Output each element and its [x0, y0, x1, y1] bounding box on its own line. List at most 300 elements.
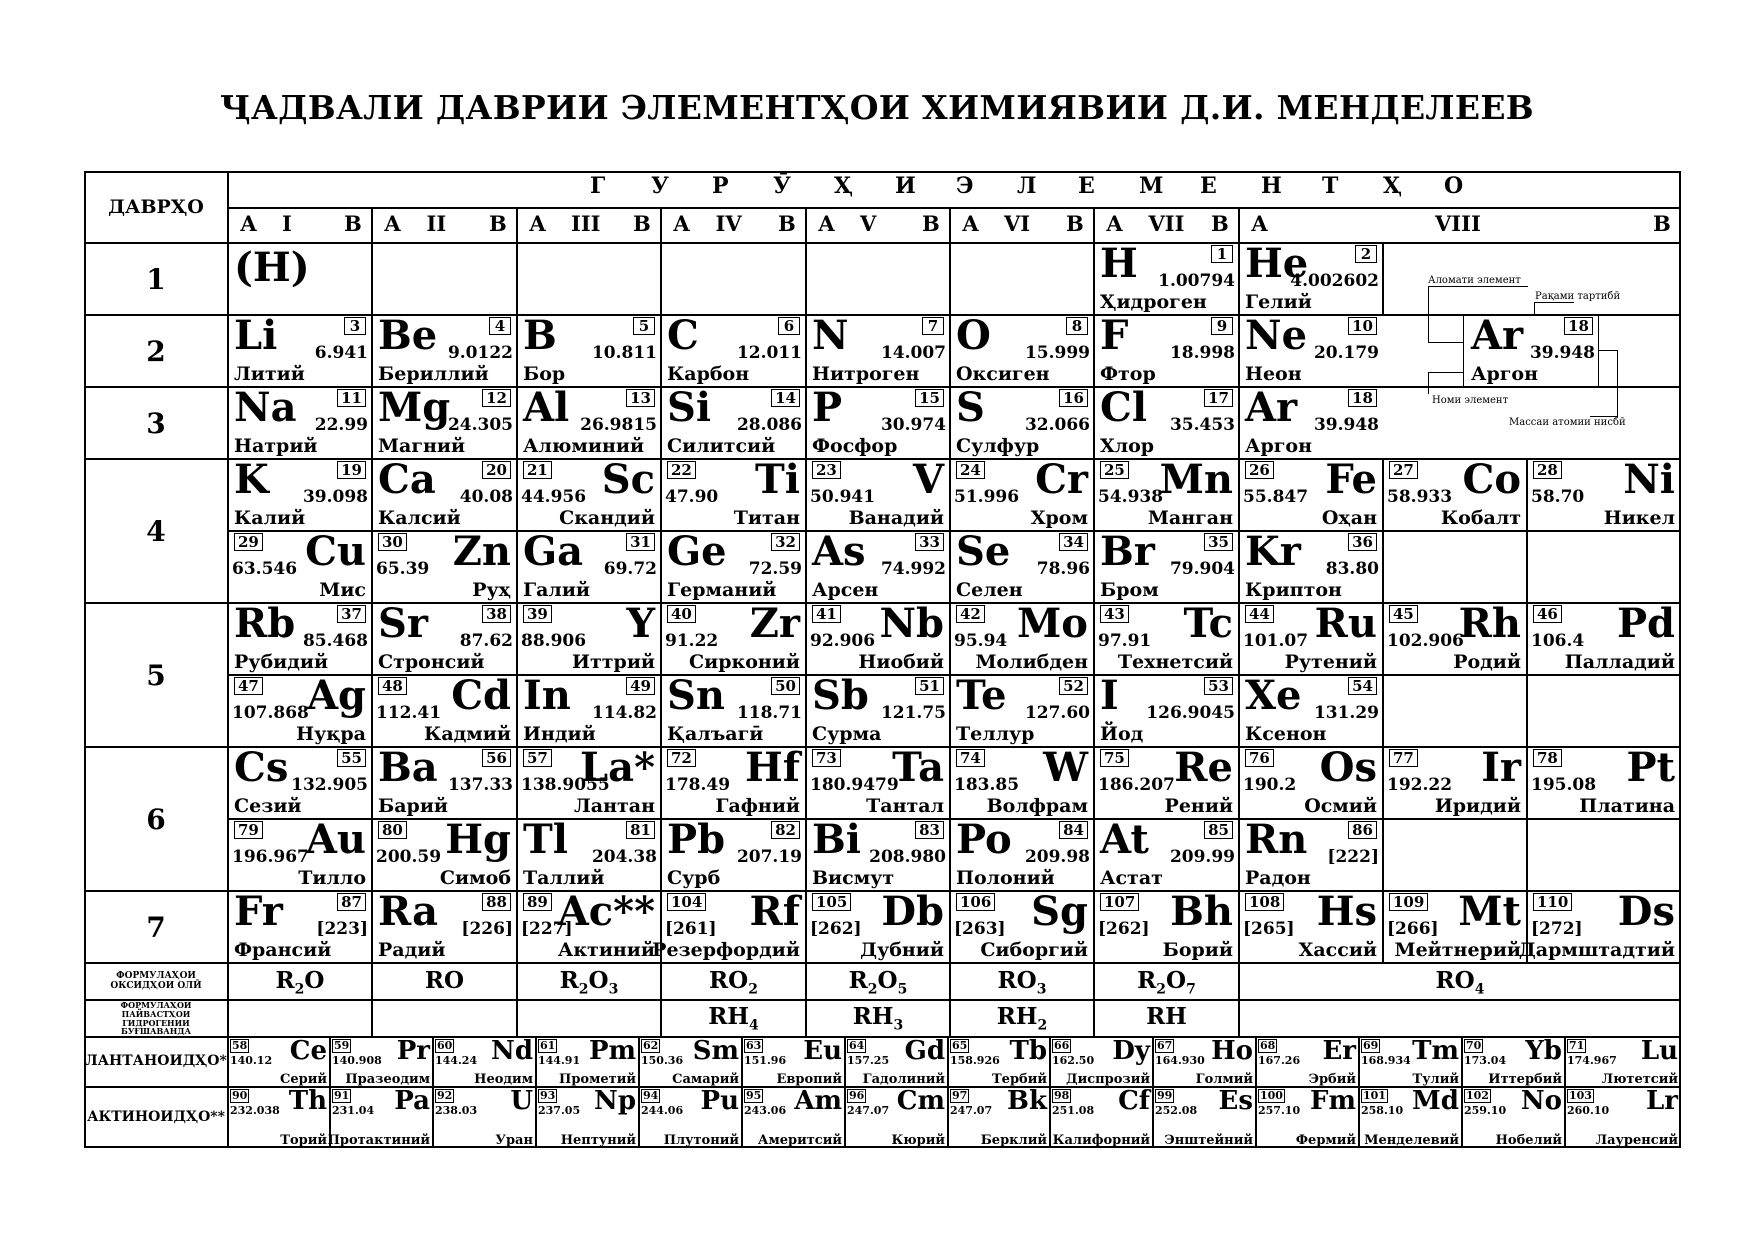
- element-cell[interactable]: [1094, 240, 1239, 315]
- atomic-mass: 137.33: [447, 775, 513, 795]
- element-cell[interactable]: [1383, 600, 1527, 675]
- element-cell[interactable]: [228, 1037, 330, 1087]
- legend-line: [1534, 302, 1574, 303]
- element-cell[interactable]: [1527, 600, 1681, 675]
- element-name: Радий: [378, 939, 446, 961]
- element-name: Оксиген: [956, 363, 1050, 385]
- atomic-number: 59: [334, 1039, 350, 1052]
- element-cell[interactable]: [372, 672, 517, 747]
- atomic-mass: [272]: [1531, 919, 1583, 939]
- atomic-mass: 260.10: [1567, 1104, 1610, 1117]
- element-symbol: Be: [378, 312, 438, 359]
- element-cell[interactable]: [845, 1037, 948, 1087]
- element-cell[interactable]: [1094, 456, 1239, 531]
- atomic-mass: 126.9045: [1146, 703, 1235, 723]
- element-cell[interactable]: [228, 456, 372, 531]
- element-cell[interactable]: [372, 312, 517, 387]
- atomic-number: 39: [523, 605, 552, 623]
- element-symbol: Po: [956, 816, 1012, 863]
- group-b-label: В: [633, 211, 651, 236]
- group-roman: VI: [1004, 211, 1031, 236]
- atomic-number: 107: [1100, 893, 1139, 911]
- atomic-number: 53: [1204, 677, 1233, 695]
- atomic-number: 66: [1054, 1039, 1070, 1052]
- element-cell[interactable]: [372, 528, 517, 603]
- element-name: Технетсий: [1117, 651, 1233, 673]
- atomic-mass: [226]: [461, 919, 513, 939]
- atomic-mass: 85.468: [302, 631, 368, 651]
- atomic-mass: 208.980: [869, 847, 946, 867]
- element-name: Литий: [234, 363, 305, 385]
- atomic-mass: 72.59: [748, 559, 802, 579]
- element-symbol: V: [912, 456, 944, 503]
- element-cell[interactable]: [228, 1087, 330, 1148]
- atomic-mass: 200.59: [376, 847, 442, 867]
- element-cell[interactable]: [1256, 1087, 1359, 1148]
- element-name: Прометий: [559, 1072, 636, 1087]
- element-cell[interactable]: [536, 1037, 639, 1087]
- element-name: Калий: [234, 507, 306, 529]
- element-cell[interactable]: [1050, 1037, 1153, 1087]
- element-name: Алюминий: [523, 435, 645, 457]
- element-name: Резерфордий: [652, 939, 800, 961]
- element-cell[interactable]: [661, 672, 806, 747]
- formula-part: R: [848, 967, 868, 994]
- atomic-mass: 106.4: [1531, 631, 1585, 651]
- element-cell[interactable]: [1518, 888, 1681, 963]
- group-roman: I: [282, 211, 292, 236]
- atomic-mass: 22.99: [314, 415, 368, 435]
- element-cell[interactable]: [372, 816, 517, 891]
- element-cell[interactable]: [661, 384, 806, 459]
- element-symbol: Ni: [1623, 456, 1675, 503]
- element-name: Оҳан: [1321, 507, 1377, 529]
- element-name: Лауренсий: [1595, 1133, 1678, 1148]
- element-cell[interactable]: [661, 816, 806, 891]
- atomic-number: 85: [1204, 821, 1233, 839]
- element-cell[interactable]: [742, 1037, 845, 1087]
- element-cell[interactable]: [950, 600, 1094, 675]
- atomic-number: 21: [523, 461, 552, 479]
- element-cell[interactable]: [950, 816, 1094, 891]
- element-cell[interactable]: [950, 312, 1094, 387]
- atomic-mass: 204.38: [591, 847, 657, 867]
- element-symbol: Pu: [700, 1086, 739, 1116]
- element-cell[interactable]: [517, 600, 661, 675]
- element-cell[interactable]: [228, 528, 372, 603]
- element-symbol: At: [1100, 816, 1149, 863]
- element-cell[interactable]: [1094, 672, 1239, 747]
- atomic-mass: 140.908: [332, 1054, 382, 1067]
- element-cell[interactable]: [372, 600, 517, 675]
- element-cell[interactable]: [1239, 744, 1383, 819]
- formula-sub: 3: [1036, 981, 1047, 998]
- element-name: Тилло: [298, 867, 366, 889]
- element-cell[interactable]: [806, 672, 950, 747]
- element-name: Никел: [1603, 507, 1675, 529]
- element-cell[interactable]: [806, 744, 950, 819]
- atomic-mass: 78.96: [1036, 559, 1090, 579]
- element-cell[interactable]: [1239, 312, 1383, 387]
- element-cell[interactable]: [845, 1087, 948, 1148]
- atomic-number: 19: [337, 461, 366, 479]
- atomic-mass: 92.906: [810, 631, 876, 651]
- formula-sub: 2: [294, 981, 305, 998]
- element-name: Палладий: [1564, 651, 1675, 673]
- formula-part: R: [1137, 967, 1157, 994]
- element-cell[interactable]: [327, 1086, 433, 1148]
- element-symbol: Pb: [667, 816, 726, 863]
- atomic-number: 86: [1348, 821, 1377, 839]
- element-cell[interactable]: [950, 672, 1094, 747]
- row-label-lanth: ЛАНТАНОИДҲО*: [85, 1053, 227, 1070]
- atomic-mass: 47.90: [665, 487, 719, 507]
- legend-example-number: 18: [1564, 317, 1593, 335]
- element-cell[interactable]: [806, 600, 950, 675]
- element-cell[interactable]: [950, 456, 1094, 531]
- atomic-mass: 65.39: [376, 559, 430, 579]
- element-cell[interactable]: [639, 1087, 742, 1148]
- element-symbol: Hf: [745, 744, 800, 791]
- legend-line: [1617, 350, 1618, 416]
- element-cell[interactable]: [806, 384, 950, 459]
- element-cell[interactable]: [517, 312, 661, 387]
- element-name: Хром: [1030, 507, 1088, 529]
- element-symbol: Ba: [378, 744, 438, 791]
- atomic-mass: [222]: [1327, 847, 1379, 867]
- element-symbol: Re: [1174, 744, 1233, 791]
- element-cell[interactable]: [948, 1037, 1050, 1087]
- element-symbol: Pr: [396, 1036, 430, 1066]
- element-cell[interactable]: [661, 312, 806, 387]
- formula-part: O: [304, 967, 325, 994]
- element-symbol: Te: [956, 672, 1007, 719]
- atomic-number: 105: [812, 893, 851, 911]
- atomic-number: 104: [667, 893, 706, 911]
- atomic-number: 82: [771, 821, 800, 839]
- element-cell[interactable]: [639, 1037, 742, 1087]
- element-cell[interactable]: [742, 1087, 845, 1148]
- element-name: Симоб: [439, 867, 511, 889]
- element-cell[interactable]: [517, 816, 661, 891]
- group-title-letter: Г: [590, 173, 606, 199]
- atomic-number: 99: [1157, 1089, 1173, 1102]
- element-symbol: Fm: [1310, 1086, 1356, 1116]
- element-symbol: Y: [626, 600, 655, 647]
- atomic-mass: 14.007: [880, 343, 946, 363]
- period-label: 3: [146, 406, 166, 440]
- group-title-letter: О: [1444, 173, 1464, 199]
- element-cell[interactable]: [1256, 1037, 1359, 1087]
- legend-example-symbol: Ar: [1471, 312, 1524, 359]
- atomic-mass: 168.934: [1361, 1054, 1411, 1067]
- element-cell[interactable]: [1239, 456, 1383, 531]
- grid-line: [228, 207, 1681, 209]
- element-cell[interactable]: [372, 744, 517, 819]
- element-cell[interactable]: [1239, 384, 1383, 459]
- element-symbol: Rb: [234, 600, 296, 647]
- element-name: Сирконий: [689, 651, 800, 673]
- element-cell[interactable]: [517, 888, 661, 963]
- element-cell[interactable]: [1239, 240, 1383, 315]
- element-cell[interactable]: [806, 456, 950, 531]
- element-cell[interactable]: [1153, 1087, 1256, 1148]
- element-cell[interactable]: [950, 744, 1094, 819]
- element-cell[interactable]: [948, 1087, 1050, 1148]
- element-cell[interactable]: [1094, 384, 1239, 459]
- legend-example-mass: 39.948: [1529, 343, 1595, 363]
- element-cell[interactable]: [1527, 456, 1681, 531]
- atomic-mass: 87.62: [459, 631, 513, 651]
- group-title-letter: Е: [1200, 173, 1217, 199]
- element-cell[interactable]: [806, 816, 950, 891]
- atomic-number: 55: [337, 749, 366, 767]
- atomic-number: 27: [1389, 461, 1418, 479]
- atomic-mass: 44.956: [521, 487, 587, 507]
- element-cell[interactable]: [661, 744, 806, 819]
- grid-line: [84, 999, 1681, 1001]
- element-symbol: Mt: [1458, 888, 1521, 935]
- element-name: Рубидий: [234, 651, 329, 673]
- element-name: Фосфор: [812, 435, 898, 457]
- atomic-number: 20: [482, 461, 511, 479]
- element-cell[interactable]: [1050, 1087, 1153, 1148]
- element-cell[interactable]: [228, 744, 372, 819]
- element-name: Силитсий: [667, 435, 776, 457]
- element-cell[interactable]: [950, 384, 1094, 459]
- element-cell[interactable]: [1359, 1037, 1462, 1087]
- group-a-label: А: [818, 211, 836, 236]
- group-b-label: В: [1066, 211, 1084, 236]
- formula-sub: 5: [897, 981, 908, 998]
- atomic-number: 44: [1245, 605, 1274, 623]
- atomic-number: 56: [482, 749, 511, 767]
- element-cell[interactable]: [1094, 312, 1239, 387]
- atomic-number: 34: [1059, 533, 1088, 551]
- element-cell[interactable]: [1462, 1037, 1565, 1087]
- legend-line: [1534, 302, 1535, 316]
- atomic-mass: 97.91: [1098, 631, 1152, 651]
- grid-line: [84, 242, 1681, 244]
- element-name: Галий: [523, 579, 591, 601]
- atomic-number: 17: [1204, 389, 1233, 407]
- element-cell[interactable]: [517, 384, 661, 459]
- atomic-number: 61: [540, 1039, 556, 1052]
- atomic-number: 109: [1389, 893, 1428, 911]
- element-cell[interactable]: [330, 1037, 433, 1087]
- element-name: Мис: [319, 579, 366, 601]
- element-cell[interactable]: [517, 744, 661, 819]
- element-name: Магний: [378, 435, 466, 457]
- element-cell[interactable]: [1239, 672, 1383, 747]
- element-cell[interactable]: [372, 888, 517, 963]
- element-name: Нобелий: [1495, 1133, 1562, 1148]
- atomic-mass: 140.12: [230, 1054, 273, 1067]
- element-cell[interactable]: [1239, 528, 1383, 603]
- formula-part: O: [877, 967, 898, 994]
- element-symbol: Rh: [1458, 600, 1521, 647]
- element-cell[interactable]: [228, 672, 372, 747]
- atomic-mass: 209.99: [1169, 847, 1235, 867]
- atomic-number: 84: [1059, 821, 1088, 839]
- element-cell[interactable]: [661, 528, 806, 603]
- element-cell[interactable]: [1239, 888, 1383, 963]
- atomic-mass: 54.938: [1098, 487, 1164, 507]
- element-cell[interactable]: [517, 672, 661, 747]
- element-cell[interactable]: [950, 888, 1094, 963]
- element-cell[interactable]: [517, 528, 661, 603]
- element-cell[interactable]: [433, 1037, 536, 1087]
- atomic-mass: [261]: [665, 919, 717, 939]
- atomic-number: 8: [1066, 317, 1088, 335]
- element-symbol: Tm: [1412, 1036, 1459, 1066]
- group-b-label: В: [489, 211, 507, 236]
- atomic-number: 22: [667, 461, 696, 479]
- element-cell[interactable]: [806, 888, 950, 963]
- element-cell[interactable]: [1383, 744, 1527, 819]
- atomic-number: 78: [1533, 749, 1562, 767]
- group-a-label: А: [1251, 211, 1269, 236]
- atomic-mass: 10.811: [591, 343, 657, 363]
- element-name: Тербий: [992, 1072, 1047, 1087]
- atomic-number: 30: [378, 533, 407, 551]
- element-symbol: Nd: [491, 1036, 533, 1066]
- element-symbol: Bk: [1007, 1086, 1047, 1116]
- element-cell[interactable]: [652, 888, 806, 963]
- element-cell[interactable]: [228, 600, 372, 675]
- element-cell[interactable]: [661, 600, 806, 675]
- element-symbol: Kr: [1245, 528, 1301, 575]
- element-cell[interactable]: [1383, 456, 1527, 531]
- element-cell[interactable]: [1565, 1037, 1681, 1087]
- element-cell[interactable]: [433, 1087, 536, 1148]
- group-title-letter: Ҳ: [834, 173, 854, 199]
- atomic-mass: 32.066: [1024, 415, 1090, 435]
- oxide-formula: [517, 967, 661, 998]
- atomic-mass: 251.08: [1052, 1104, 1095, 1117]
- element-cell[interactable]: [1094, 816, 1239, 891]
- oxide-formula: [1094, 967, 1239, 998]
- formula-part: RO: [709, 967, 749, 994]
- element-cell[interactable]: [228, 384, 372, 459]
- atomic-number: 71: [1569, 1039, 1585, 1052]
- element-cell[interactable]: [228, 888, 372, 963]
- atomic-number: 2: [1355, 245, 1377, 263]
- atomic-number: 91: [334, 1089, 350, 1102]
- hydride-formula: [661, 1003, 806, 1034]
- atomic-mass: 95.94: [954, 631, 1008, 651]
- atomic-number: 95: [746, 1089, 762, 1102]
- element-cell[interactable]: [1527, 744, 1681, 819]
- element-cell[interactable]: [806, 528, 950, 603]
- atomic-number: 1: [1211, 245, 1233, 263]
- element-name: Карбон: [667, 363, 750, 385]
- element-symbol: Zr: [749, 600, 800, 647]
- element-cell[interactable]: [228, 312, 372, 387]
- element-cell[interactable]: [1094, 600, 1239, 675]
- atomic-number: 81: [626, 821, 655, 839]
- atomic-mass: 88.906: [521, 631, 587, 651]
- atomic-mass: 114.82: [591, 703, 657, 723]
- group-b-label: В: [344, 211, 362, 236]
- element-cell[interactable]: [806, 312, 950, 387]
- element-symbol: Sb: [812, 672, 869, 719]
- element-symbol: Al: [523, 384, 570, 431]
- group-title-letter: И: [895, 173, 916, 199]
- element-cell[interactable]: [1239, 816, 1383, 891]
- element-symbol: Ta: [892, 744, 944, 791]
- atomic-mass: 167.26: [1258, 1054, 1301, 1067]
- element-symbol: Np: [594, 1086, 636, 1116]
- element-cell[interactable]: [1383, 888, 1527, 963]
- atomic-mass: 232.038: [230, 1104, 280, 1117]
- element-cell[interactable]: [661, 456, 806, 531]
- element-symbol: Cl: [1100, 384, 1148, 431]
- periodic-table: [84, 171, 1681, 1148]
- element-cell[interactable]: [1239, 600, 1383, 675]
- element-cell[interactable]: [1462, 1087, 1565, 1148]
- element-cell[interactable]: [950, 528, 1094, 603]
- period-label: 6: [146, 802, 166, 836]
- element-symbol: Cm: [896, 1086, 945, 1116]
- hydride-formula: [950, 1003, 1094, 1034]
- element-name: Қалъагӣ: [667, 723, 764, 745]
- element-name: Осмий: [1304, 795, 1377, 817]
- element-cell[interactable]: [1094, 744, 1239, 819]
- element-name: Ксенон: [1245, 723, 1327, 745]
- element-symbol: As: [812, 528, 866, 575]
- element-symbol: Rf: [749, 888, 800, 935]
- element-name: Калсий: [378, 507, 461, 529]
- element-cell[interactable]: [1094, 888, 1239, 963]
- element-name: Кюрий: [891, 1133, 945, 1148]
- group-b-label: В: [922, 211, 940, 236]
- element-cell[interactable]: [372, 456, 517, 531]
- atomic-mass: 9.0122: [447, 343, 513, 363]
- element-cell[interactable]: [1094, 528, 1239, 603]
- element-symbol: Os: [1319, 744, 1377, 791]
- element-cell[interactable]: [372, 384, 517, 459]
- atomic-number: 10: [1348, 317, 1377, 335]
- element-symbol: F: [1100, 312, 1129, 359]
- element-symbol: Ra: [378, 888, 439, 935]
- atomic-mass: 20.179: [1313, 343, 1379, 363]
- atomic-number: 6: [778, 317, 800, 335]
- element-cell[interactable]: [1359, 1087, 1462, 1148]
- legend-example-name: Аргон: [1471, 363, 1538, 385]
- group-title-letter: М: [1139, 173, 1164, 199]
- formula-part: RO: [1435, 967, 1475, 994]
- atomic-number: 38: [482, 605, 511, 623]
- atomic-mass: 178.49: [665, 775, 731, 795]
- element-name: Таллий: [523, 867, 605, 889]
- group-roman: III: [571, 211, 601, 236]
- element-cell[interactable]: [536, 1087, 639, 1148]
- element-symbol: C: [667, 312, 699, 359]
- atomic-mass: 39.098: [302, 487, 368, 507]
- oxide-formula: [228, 967, 372, 998]
- group-roman: II: [426, 211, 447, 236]
- formula-part: O: [1166, 967, 1187, 994]
- element-cell[interactable]: [228, 816, 372, 891]
- legend-number-label: Рақами тартибӣ: [1535, 291, 1621, 302]
- element-symbol: Co: [1462, 456, 1521, 503]
- element-cell[interactable]: [1565, 1087, 1681, 1148]
- element-name: Эрбий: [1308, 1072, 1356, 1087]
- atomic-mass: [223]: [316, 919, 368, 939]
- element-cell[interactable]: [1153, 1037, 1256, 1087]
- element-cell[interactable]: [517, 456, 661, 531]
